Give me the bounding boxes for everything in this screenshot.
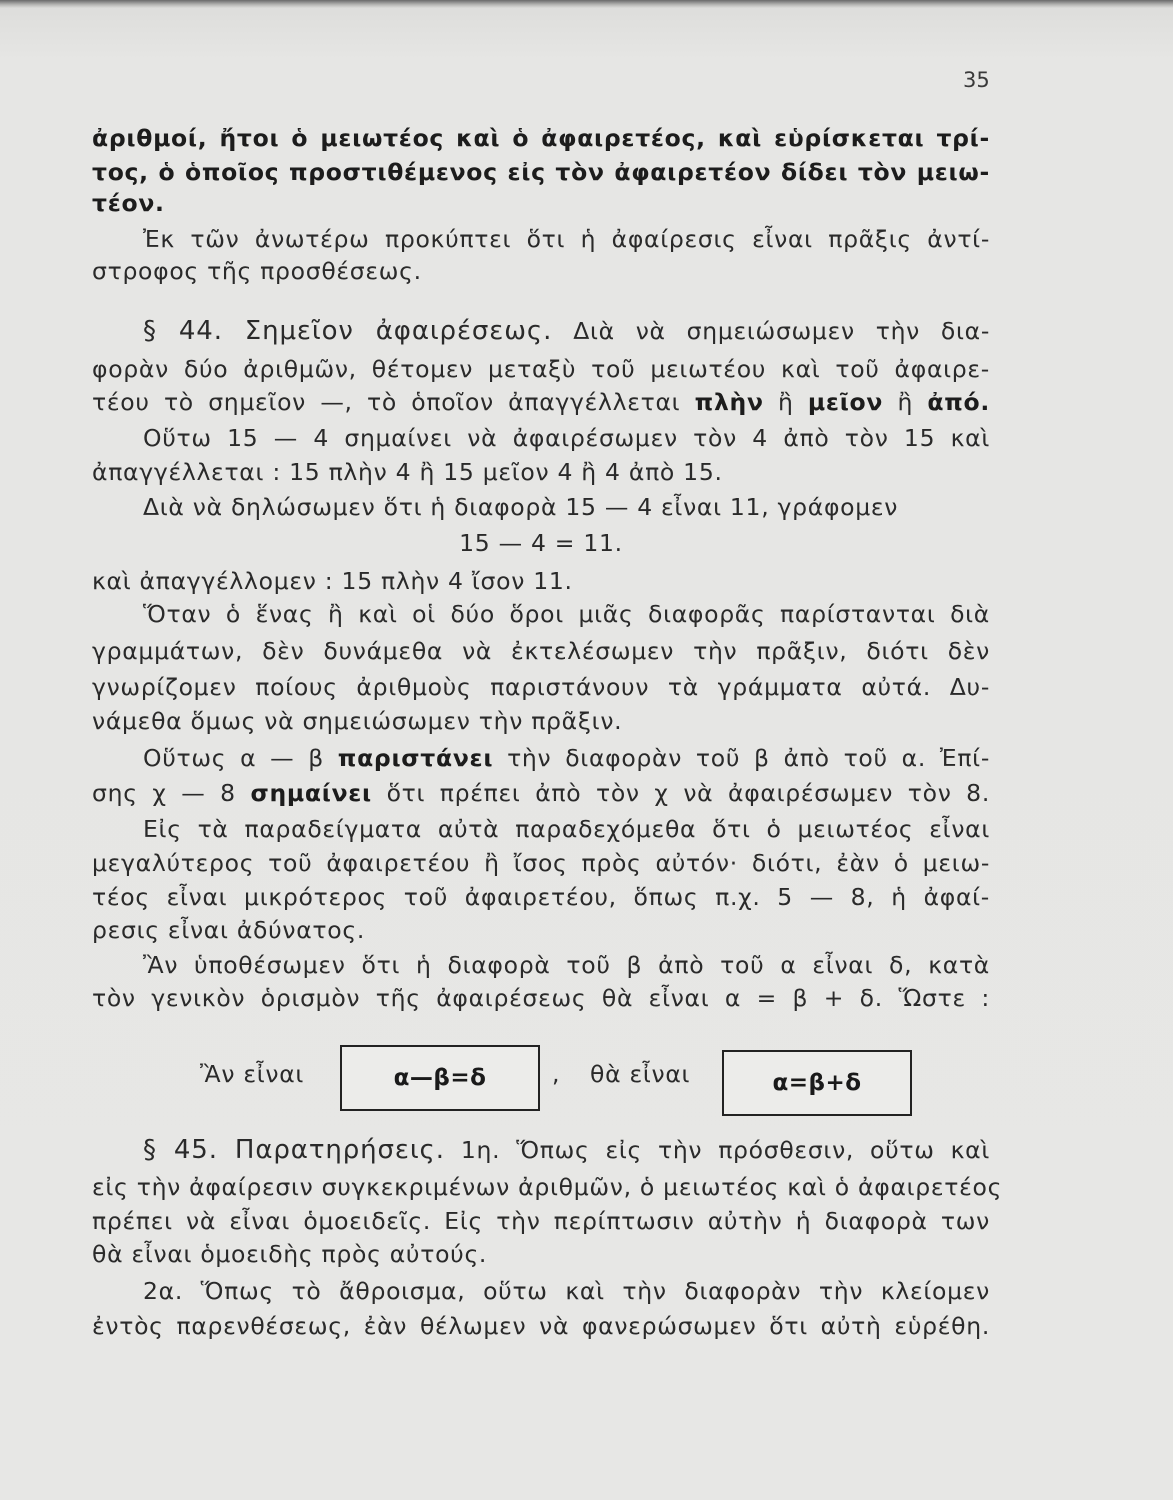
term-meion: μεῖον	[807, 388, 884, 416]
page-number: 35	[963, 68, 990, 92]
text-line: ρεσις εἶναι ἀδύνατος.	[92, 916, 365, 944]
text-line: Ὅταν ὁ ἕνας ἢ καὶ οἱ δύο ὅροι μιᾶς διαφορᾶς παρίστανται διὰ	[143, 600, 990, 628]
term-paristanei: παριστάνει	[337, 744, 494, 772]
text-span: ἢ	[897, 388, 914, 416]
section-44-line	[143, 314, 990, 348]
text-line: νάμεθα ὅμως νὰ σημειώσωμεν τὴν πρᾶξιν.	[92, 707, 623, 735]
text-line: γνωρίζομεν ποίους ἀριθμοὺς παριστάνουν τὰ γράμματα αὐτά. Δυ-	[92, 673, 990, 701]
text-line: ἐντὸς παρενθέσεως, ἐὰν θέλωμεν νὰ φανερώσωμεν ὅτι αὐτὴ εὑρέθη.	[92, 1312, 990, 1340]
text-span: Οὕτως α — β	[143, 744, 324, 772]
if-label: Ἂν εἶναι	[200, 1060, 305, 1088]
text-line: γραμμάτων, δὲν δυνάμεθα νὰ ἐκτελέσωμεν τὴν πρᾶξιν, διότι δὲν	[92, 637, 990, 665]
text-line: Ἐκ τῶν ἀνωτέρω προκύπτει ὅτι ἡ ἀφαίρεσις εἶναι πρᾶξις ἀντί-	[143, 225, 990, 253]
section-44-intro: Διὰ νὰ σημειώσωμεν τὴν δια-	[573, 317, 991, 345]
term-semainei: σημαίνει	[250, 779, 372, 807]
section-45-title: § 45. Παρατηρήσεις.	[143, 1135, 445, 1165]
text-span: ἢ	[777, 388, 794, 416]
term-plen: πλὴν	[694, 388, 764, 416]
text-line: ἀπαγγέλλεται : 15 πλὴν 4 ἢ 15 μεῖον 4 ἢ 4 ἀπὸ 15.	[92, 458, 723, 486]
text-line: τὸν γενικὸν ὁρισμὸν τῆς ἀφαιρέσεως θὰ εἶναι α = β + δ. Ὥστε :	[92, 984, 990, 1012]
text-line: ἀριθμοί, ἤτοι ὁ μειωτέος καὶ ὁ ἀφαιρετέος, καὶ εὑρίσκεται τρί-	[92, 124, 990, 152]
text-line: τος, ὁ ὁποῖος προστιθέμενος εἰς τὸν ἀφαιρετέον δίδει τὸν μειω-	[92, 158, 990, 186]
equation: 15 — 4 = 11.	[459, 529, 623, 557]
formula-box-sum: α=β+δ	[722, 1050, 912, 1116]
text-span: σης χ — 8	[92, 779, 236, 807]
text-line: πρέπει νὰ εἶναι ὁμοειδεῖς. Εἰς τὴν περίπτωσιν αὐτὴν ἡ διαφορὰ των	[92, 1207, 990, 1235]
text-line: Οὕτω 15 — 4 σημαίνει νὰ ἀφαιρέσωμεν τὸν 4 ἀπὸ τὸν 15 καὶ	[143, 424, 990, 452]
text-line	[92, 776, 990, 810]
formula-box-difference: α—β=δ	[340, 1045, 540, 1111]
text-line: τέος εἶναι μικρότερος τοῦ ἀφαιρετέου, ὅπως π.χ. 5 — 8, ἡ ἀφαί-	[92, 883, 990, 911]
page-top-edge	[0, 0, 1173, 8]
section-45-line	[143, 1133, 990, 1167]
text-span: ὅτι πρέπει ἀπὸ τὸν χ νὰ ἀφαιρέσωμεν τὸν 8.	[386, 779, 990, 807]
section-45-intro: 1η. Ὅπως εἰς τὴν πρόσθεσιν, οὕτω καὶ	[460, 1136, 991, 1164]
text-line: μεγαλύτερος τοῦ ἀφαιρετέου ἢ ἴσος πρὸς αὐτόν· διότι, ἐὰν ὁ μειω-	[92, 849, 990, 877]
text-line: Διὰ νὰ δηλώσωμεν ὅτι ἡ διαφορὰ 15 — 4 εἶναι 11, γράφομεν	[143, 493, 899, 521]
text-line: θὰ εἶναι ὁμοειδὴς πρὸς αὐτούς.	[92, 1240, 488, 1268]
then-label: θὰ εἶναι	[590, 1060, 691, 1088]
text-line: στροφος τῆς προσθέσεως.	[92, 257, 422, 285]
text-line: καὶ ἀπαγγέλλομεν : 15 πλὴν 4 ἴσον 11.	[92, 567, 573, 595]
text-line: Ἂν ὑποθέσωμεν ὅτι ἡ διαφορὰ τοῦ β ἀπὸ τοῦ α εἶναι δ, κατὰ	[143, 951, 990, 979]
text-line: εἰς τὴν ἀφαίρεσιν συγκεκριμένων ἀριθμῶν, ὁ μειωτέος καὶ ὁ ἀφαιρετέος	[92, 1173, 1003, 1201]
text-span: τὴν διαφορὰν τοῦ β ἀπὸ τοῦ α. Ἐπί-	[507, 744, 990, 772]
text-line: φορὰν δύο ἀριθμῶν, θέτομεν μεταξὺ τοῦ μειωτέου καὶ τοῦ ἀφαιρε-	[92, 355, 990, 383]
text-line: 2α. Ὅπως τὸ ἄθροισμα, οὕτω καὶ τὴν διαφορὰν τὴν κλείομεν	[143, 1277, 990, 1305]
text-line	[92, 385, 990, 419]
comma: ,	[552, 1060, 561, 1088]
section-44-title: § 44. Σημεῖον ἀφαιρέσεως.	[143, 316, 553, 346]
text-line: Εἰς τὰ παραδείγματα αὐτὰ παραδεχόμεθα ὅτι ὁ μειωτέος εἶναι	[143, 815, 990, 843]
text-span: τέου τὸ σημεῖον —, τὸ ὁποῖον ἀπαγγέλλεται	[92, 388, 681, 416]
term-apo: ἀπό.	[927, 388, 990, 416]
text-line: τέον.	[92, 189, 165, 217]
text-line	[143, 741, 990, 775]
